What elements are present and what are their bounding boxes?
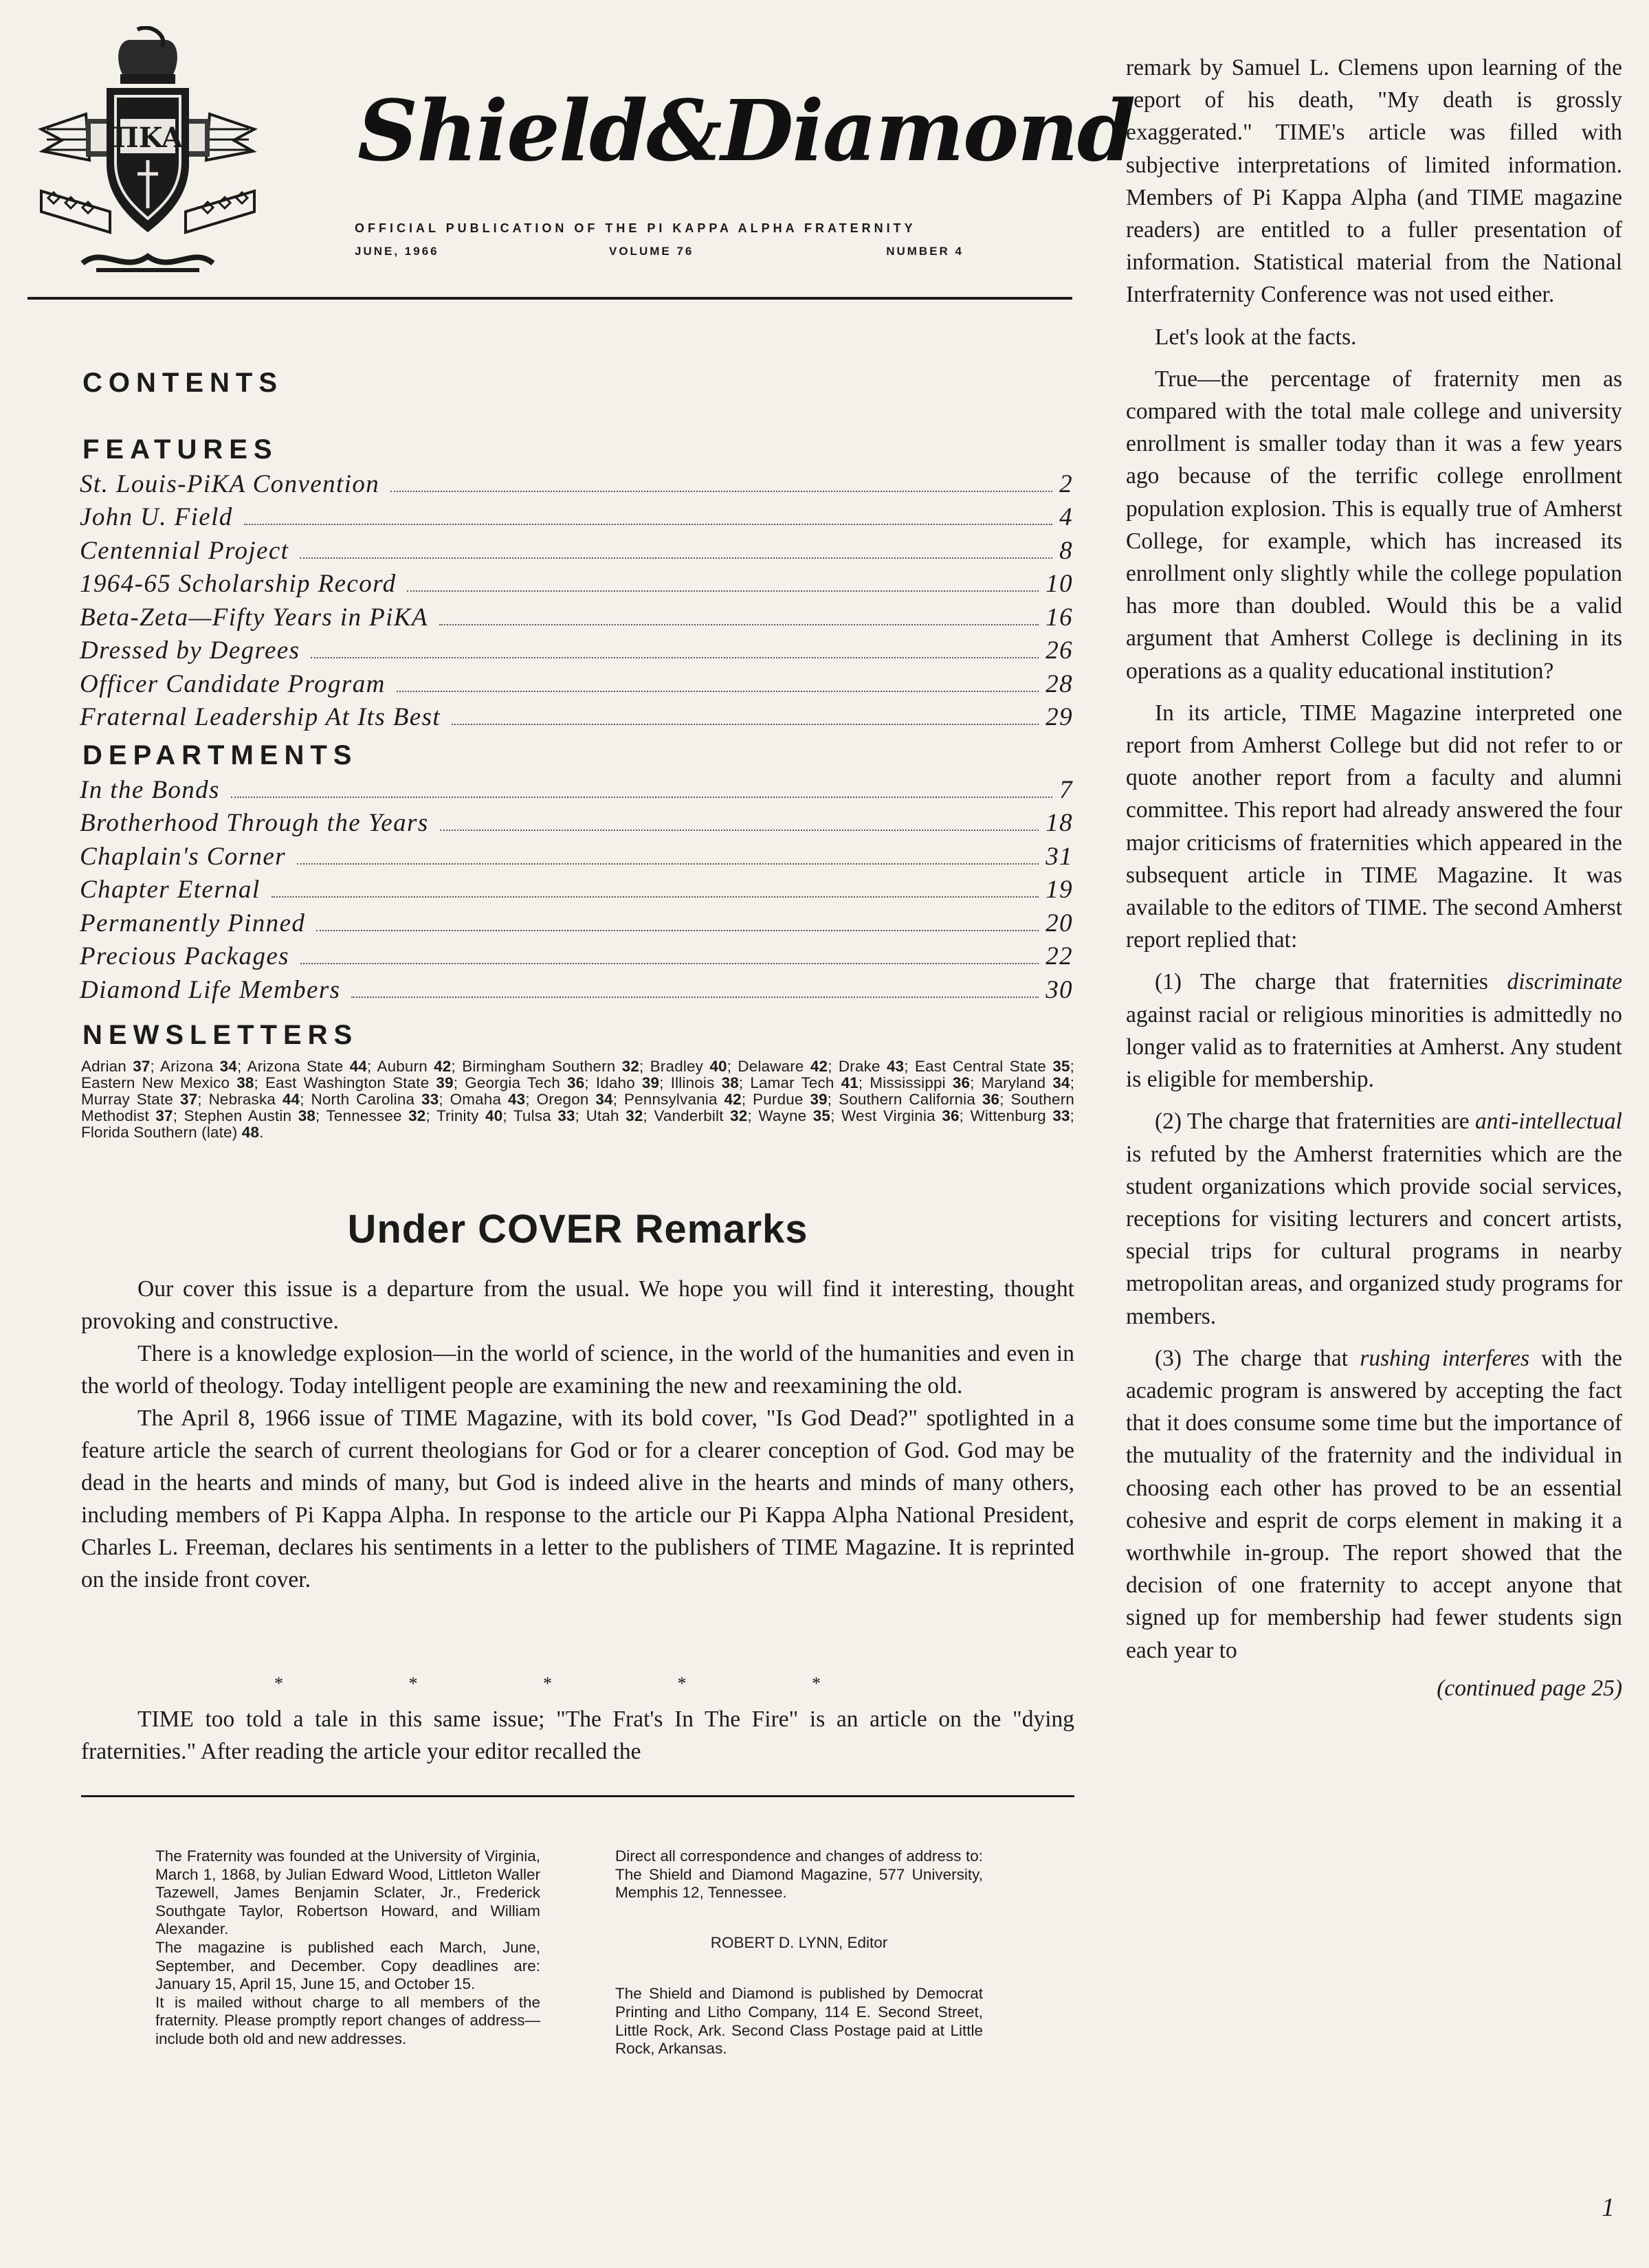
newsletter-page: 42 [810, 1058, 828, 1075]
toc-leader [452, 724, 1039, 725]
newsletter-entry: Omaha 43; [450, 1091, 537, 1108]
newsletter-entry: East Washington State 39; [265, 1074, 465, 1091]
newsletter-chapter: Eastern New Mexico [81, 1074, 230, 1091]
newsletter-chapter: Illinois [670, 1074, 715, 1091]
newsletter-entry: Idaho 39; [595, 1074, 671, 1091]
newsletter-page: 32 [730, 1107, 748, 1124]
newsletter-page: 34 [219, 1058, 237, 1075]
newsletter-entry: Lamar Tech 41; [750, 1074, 870, 1091]
newsletter-entry: Southern California 36; [839, 1091, 1011, 1108]
newsletter-chapter: Arizona State [247, 1058, 344, 1075]
article-point-1: (1) The charge that fraternities discriminate against racial or religious minorities is admittedly no longer valid as to fraternities at Amherst. Any student is eligible for membership. [1126, 969, 1622, 1093]
newsletter-entry: Drake 43; [838, 1058, 915, 1075]
newsletter-entry: West Virginia 36; [841, 1107, 971, 1124]
toc-leader [272, 896, 1039, 898]
toc-title: Brotherhood Through the Years [80, 809, 429, 837]
footer-editor: ROBERT D. LYNN, Editor [710, 1933, 888, 1951]
newsletter-page: 43 [508, 1091, 526, 1108]
newsletter-page: 48 [241, 1124, 260, 1141]
cover-remarks-continued [81, 1703, 1074, 1768]
newsletter-entry: Pennsylvania 42; [624, 1091, 753, 1108]
toc-page: 18 [1045, 809, 1073, 837]
newsletter-entry: Maryland 34; [981, 1074, 1075, 1091]
toc-leader [351, 997, 1039, 998]
toc-leader [244, 524, 1052, 525]
newsletter-chapter: Wayne [758, 1107, 807, 1124]
toc-title: In the Bonds [80, 775, 220, 804]
newsletter-chapter: Idaho [595, 1074, 635, 1091]
newsletter-chapter: Delaware [738, 1058, 804, 1075]
toc-leader [300, 557, 1052, 559]
toc-page: 10 [1045, 570, 1073, 598]
cover-remarks-title: Under COVER Remarks [347, 1207, 808, 1252]
newsletter-page: 42 [724, 1091, 742, 1108]
toc-title: Officer Candidate Program [80, 669, 386, 698]
footer-publication-info [615, 1847, 983, 2058]
newsletter-page: 36 [982, 1091, 1000, 1108]
newsletter-page: 39 [436, 1074, 454, 1091]
toc-title: Precious Packages [80, 942, 289, 970]
newsletter-chapter: Georgia Tech [465, 1074, 560, 1091]
article-paragraph: In its article, TIME Magazine interpreted one report from Amherst College but did not refer to or quote another report from a faculty and alumni committee. This report had already answered the four major criticisms of fraternities which appeared in the subsequent article in TIME Magazine. It was available to the editors of TIME. The second Amherst report replied that: [1126, 700, 1622, 953]
newsletter-chapter: Lamar Tech [750, 1074, 834, 1091]
toc-entry [80, 871, 1073, 905]
newsletter-entry: Tulsa 33; [513, 1107, 586, 1124]
newsletter-page: 38 [298, 1107, 316, 1124]
newsletter-entry: Vanderbilt 32; [654, 1107, 759, 1124]
toc-entry [80, 771, 1073, 805]
newsletter-chapter: Trinity [436, 1107, 479, 1124]
toc-page: 7 [1059, 775, 1073, 804]
toc-entry [80, 499, 1073, 533]
newsletter-chapter: Southern Methodist [81, 1091, 1075, 1124]
newsletter-chapter: East Washington State [265, 1074, 430, 1091]
newsletter-page: 44 [282, 1091, 300, 1108]
features-list [80, 465, 1073, 732]
newsletter-chapter: Drake [838, 1058, 881, 1075]
newsletter-chapter: Arizona [160, 1058, 214, 1075]
footer-printer: The Shield and Diamond is published by Democrat Printing and Litho Company, 114 E. Second Street, Little Rock, Ark. Second Class Postage paid at Little Rock, Arkansas. [615, 1985, 983, 2058]
newsletter-chapter: Nebraska [208, 1091, 276, 1108]
toc-entry [80, 938, 1073, 972]
toc-title: Chapter Eternal [80, 876, 261, 904]
article-paragraph: remark by Samuel L. Clemens upon learning of the report of his death, "My death is grossly exaggerated." TIME's article was filled with subjective interpretations of limited information. Members of Pi Kappa Alpha (and TIME magazine readers) are entitled to a fuller presentation of information. Statistical material from the National Interfraternity Conference was not used either. [1126, 55, 1622, 308]
newsletter-page: 39 [641, 1074, 660, 1091]
issue-volume: VOLUME 76 [609, 245, 694, 258]
newsletter-page: 35 [812, 1107, 831, 1124]
toc-page: 31 [1045, 842, 1073, 871]
article-point-2: (2) The charge that fraternities are anti-intellectual is refuted by the Amherst fraternities which are the student organizations which provide social services, receptions for visiting lecturers and concert artists, special trips for cultural programs in nearby metropolitan areas, and organized study programs for members. [1126, 1109, 1622, 1329]
contents-heading: CONTENTS [82, 368, 283, 398]
newsletter-chapter: Wittenburg [970, 1107, 1046, 1124]
newsletter-page: 44 [349, 1058, 367, 1075]
newsletter-page: 39 [810, 1091, 828, 1108]
newsletter-page: 41 [841, 1074, 859, 1091]
newsletter-page: 34 [595, 1091, 613, 1108]
newsletter-chapter: Adrian [81, 1058, 126, 1075]
departments-list [80, 771, 1073, 1005]
newsletter-page: 40 [709, 1058, 727, 1075]
footer-paragraph: The magazine is published each March, June, September, and December. Copy deadlines are: January 15, April 15, June 15, and October 15. [155, 1938, 540, 1993]
toc-leader [397, 691, 1039, 692]
toc-entry [80, 838, 1073, 871]
toc-page: 30 [1045, 975, 1073, 1004]
newsletter-entry: East Central State 35; [914, 1058, 1075, 1075]
crest-logo [34, 26, 261, 287]
newsletter-page: 34 [1052, 1074, 1070, 1091]
toc-entry [80, 699, 1073, 733]
newsletter-page: 37 [155, 1107, 173, 1124]
cover-paragraph: The April 8, 1966 issue of TIME Magazine, with its bold cover, "Is God Dead?" spotlighted in a feature article the search of current theologians for God or for a clearer conception of God. God may be dead in the hearts and minds of many, but God is indeed alive in the hearts and minds of many others, including members of Pi Kappa Alpha. In response to the article our Pi Kappa Alpha National President, Charles L. Freeman, declares his sentiments in a letter to the publishers of TIME Magazine. It is reprinted on the inside front cover. [81, 1405, 1074, 1592]
toc-leader [316, 930, 1039, 931]
masthead-subtitle: OFFICIAL PUBLICATION OF THE PI KAPPA ALPHA FRATERNITY [355, 221, 916, 235]
newsletter-entry: Arizona 34; [160, 1058, 247, 1075]
toc-entry [80, 904, 1073, 938]
newsletter-chapter: North Carolina [311, 1091, 415, 1108]
toc-title: John U. Field [80, 503, 233, 531]
newsletter-page: 32 [621, 1058, 640, 1075]
newsletter-entry: Murray State 37; [81, 1091, 209, 1108]
newsletter-entry: Southern Methodist 37; [81, 1091, 1075, 1124]
newsletter-entry: Florida Southern (late) 48. [81, 1124, 264, 1141]
toc-page: 20 [1045, 909, 1073, 937]
toc-leader [231, 797, 1052, 798]
newsletter-entry: North Carolina 33; [311, 1091, 450, 1108]
toc-page: 16 [1045, 603, 1073, 632]
footer-fraternity-info [155, 1847, 540, 2049]
toc-entry [80, 599, 1073, 632]
toc-title: St. Louis-PiKA Convention [80, 469, 380, 498]
newsletter-chapter: Southern California [839, 1091, 976, 1108]
masthead-title: Shield&Diamond [357, 81, 1135, 180]
newsletter-entry: Adrian 37; [81, 1058, 161, 1075]
newsletter-entry: Wittenburg 33; [970, 1107, 1075, 1124]
toc-entry [80, 632, 1073, 666]
newsletter-chapter: West Virginia [841, 1107, 936, 1124]
page-number: 1 [1602, 2193, 1615, 2222]
toc-title: Chaplain's Corner [80, 842, 286, 871]
article-point-3: (3) The charge that rushing interferes with the academic program is answered by accepting the fact that it does consume some time but the importance of the mutuality of the fraternity and the individual in choosing each other has proved to be an essential cohesive and esprit de corps element in making it a worthwhile in-group. The report showed that the decision of one fraternity to accept anyone that signed up for membership had fewer students sign each year to [1126, 1345, 1623, 1663]
newsletter-page: 38 [721, 1074, 739, 1091]
newsletter-entry: Nebraska 44; [208, 1091, 311, 1108]
toc-page: 2 [1059, 469, 1073, 498]
toc-page: 29 [1045, 703, 1073, 731]
toc-title: Fraternal Leadership At Its Best [80, 703, 441, 731]
toc-entry [80, 805, 1073, 838]
right-column-article [1126, 52, 1622, 1714]
toc-leader [311, 657, 1039, 658]
newsletters-list [81, 1058, 1074, 1141]
newsletter-page: 42 [434, 1058, 452, 1075]
toc-entry [80, 465, 1073, 499]
footer-paragraph: The Fraternity was founded at the University of Virginia, March 1, 1868, by Julian Edward Wood, Littleton Waller Tazewell, James Benjamin Sclater, Jr., Frederick Southgate Taylor, Robertson Howard, and William Alexander. [155, 1847, 540, 1938]
newsletter-page: 36 [952, 1074, 971, 1091]
newsletter-page: 43 [886, 1058, 905, 1075]
newsletter-entry: Utah 32; [586, 1107, 654, 1124]
toc-entry [80, 971, 1073, 1005]
newsletter-chapter: Utah [586, 1107, 619, 1124]
toc-page: 22 [1045, 942, 1073, 970]
newsletter-entry: Oregon 34; [536, 1091, 625, 1108]
newsletter-chapter: Tulsa [513, 1107, 551, 1124]
toc-page: 28 [1045, 669, 1073, 698]
newsletter-page: 36 [942, 1107, 960, 1124]
newsletter-chapter: East Central State [914, 1058, 1047, 1075]
toc-title: Permanently Pinned [80, 909, 306, 937]
footer-paragraph: It is mailed without charge to all members of the fraternity. Please promptly report changes of address—include both old and new addresses. [155, 1993, 540, 2047]
toc-entry [80, 566, 1073, 599]
newsletter-page: 37 [133, 1058, 151, 1075]
toc-page: 8 [1059, 536, 1073, 565]
toc-entry [80, 665, 1073, 699]
toc-entry [80, 532, 1073, 566]
newsletter-entry: Illinois 38; [670, 1074, 751, 1091]
toc-title: Beta-Zeta—Fifty Years in PiKA [80, 603, 428, 632]
newsletters-heading: NEWSLETTERS [82, 1020, 359, 1050]
departments-heading: DEPARTMENTS [82, 740, 358, 770]
crest-letters: ΠKA [113, 122, 183, 154]
toc-leader [440, 830, 1039, 831]
cover-paragraph: Our cover this issue is a departure from the usual. We hope you will find it interesting, thought provoking and constructive. [81, 1276, 1074, 1334]
newsletter-page: 33 [557, 1107, 575, 1124]
continued-note: (continued page 25) [1437, 1675, 1622, 1701]
newsletter-page: 36 [567, 1074, 585, 1091]
toc-title: Diamond Life Members [80, 975, 341, 1004]
toc-leader [407, 590, 1039, 592]
issue-number: NUMBER 4 [886, 245, 964, 258]
newsletter-chapter: Tennessee [326, 1107, 402, 1124]
newsletter-page: 32 [626, 1107, 643, 1124]
newsletter-entry: Auburn 42; [377, 1058, 463, 1075]
newsletter-chapter: Omaha [450, 1091, 502, 1108]
newsletter-chapter: Vanderbilt [654, 1107, 724, 1124]
newsletter-chapter: Florida Southern (late) [81, 1124, 238, 1141]
newsletter-entry: Bradley 40; [650, 1058, 738, 1075]
newsletter-page: 37 [179, 1091, 198, 1108]
newsletter-entry: Georgia Tech 36; [465, 1074, 596, 1091]
newsletter-chapter: Stephen Austin [184, 1107, 292, 1124]
newsletter-page: 35 [1052, 1058, 1070, 1075]
newsletter-entry: Tennessee 32; [326, 1107, 436, 1124]
newsletter-entry: Arizona State 44; [247, 1058, 377, 1075]
toc-title: Dressed by Degrees [80, 636, 300, 665]
masthead-rule [27, 297, 1072, 300]
section-stars: * * * * * [274, 1674, 881, 1693]
newsletter-entry: Delaware 42; [738, 1058, 839, 1075]
newsletter-chapter: Murray State [81, 1091, 174, 1108]
toc-title: Centennial Project [80, 536, 289, 565]
newsletter-page: 33 [1052, 1107, 1070, 1124]
newsletter-entry: Stephen Austin 38; [184, 1107, 327, 1124]
toc-leader [300, 963, 1039, 964]
newsletter-chapter: Mississippi [870, 1074, 946, 1091]
newsletter-chapter: Bradley [650, 1058, 704, 1075]
cover-paragraph: TIME too told a tale in this same issue; "The Frat's In The Fire" is an article on the "dying fraternities." After reading the article your editor recalled the [81, 1706, 1074, 1764]
newsletter-entry: Mississippi 36; [870, 1074, 982, 1091]
article-paragraph: Let's look at the facts. [1155, 324, 1357, 350]
footer-rule [81, 1795, 1074, 1797]
newsletter-chapter: Oregon [536, 1091, 589, 1108]
footer-address: Direct all correspondence and changes of address to: The Shield and Diamond Magazine, 577 University, Memphis 12, Tennessee. [615, 1847, 983, 1902]
issue-date: JUNE, 1966 [355, 245, 439, 258]
newsletter-entry: Wayne 35; [758, 1107, 842, 1124]
article-paragraph: True—the percentage of fraternity men as compared with the total male college and university enrollment is smaller today than it was a few years ago because of the terrific college enrollment population explosion. This is equally true of Amherst College, for example, which has increased its enrollment only slightly while the college population has more than doubled. Would this be a valid argument that Amherst College is declining in its operations as a quality educational institution? [1126, 366, 1622, 684]
newsletter-chapter: Maryland [981, 1074, 1046, 1091]
toc-leader [390, 491, 1052, 492]
toc-page: 4 [1059, 503, 1073, 531]
newsletter-page: 33 [421, 1091, 439, 1108]
toc-title: 1964-65 Scholarship Record [80, 570, 397, 598]
newsletter-chapter: Birmingham Southern [462, 1058, 616, 1075]
newsletter-chapter: Purdue [753, 1091, 804, 1108]
newsletter-entry: Purdue 39; [753, 1091, 839, 1108]
newsletter-page: 38 [236, 1074, 254, 1091]
newsletter-entry: Eastern New Mexico 38; [81, 1074, 265, 1091]
newsletter-entry: Trinity 40; [436, 1107, 513, 1124]
masthead-issue-row [355, 245, 973, 261]
features-heading: FEATURES [82, 434, 278, 465]
newsletter-page: 32 [408, 1107, 426, 1124]
toc-leader [297, 863, 1039, 865]
cover-paragraph: There is a knowledge explosion—in the world of science, in the world of the humanities and even in the world of theology. Today intelligent people are examining the new and reexamining the old. [81, 1341, 1074, 1399]
cover-remarks-body [81, 1273, 1074, 1596]
newsletter-chapter: Auburn [377, 1058, 428, 1075]
toc-page: 26 [1045, 636, 1073, 665]
toc-leader [439, 624, 1039, 625]
newsletter-entry: Birmingham Southern 32; [462, 1058, 650, 1075]
newsletter-page: 40 [485, 1107, 503, 1124]
toc-page: 19 [1045, 876, 1073, 904]
newsletter-chapter: Pennsylvania [624, 1091, 718, 1108]
